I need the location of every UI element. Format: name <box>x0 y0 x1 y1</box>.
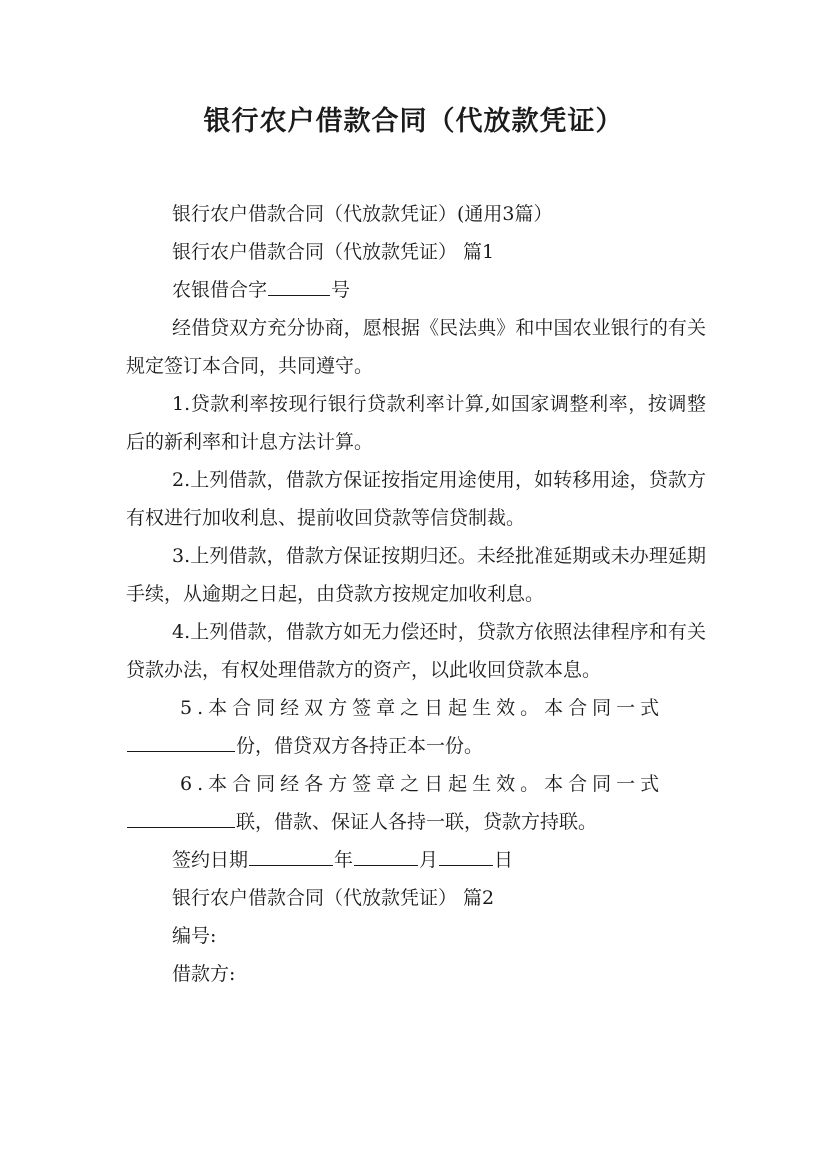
month-label: 月 <box>419 849 439 871</box>
part1-heading: 银行农户借款合同（代放款凭证） 篇1 <box>172 241 495 263</box>
part2-heading: 银行农户借款合同（代放款凭证） 篇2 <box>172 887 495 909</box>
clause-6 <box>126 765 706 841</box>
document-body <box>126 195 706 993</box>
contract-no-prefix: 农银借合字 <box>172 279 268 301</box>
clause-5-blank <box>127 733 235 752</box>
contract-no-suffix: 号 <box>331 279 351 301</box>
day-blank <box>439 847 493 866</box>
clause-6-blank <box>127 809 235 828</box>
day-label: 日 <box>494 849 514 871</box>
year-blank <box>249 847 333 866</box>
heading-general: 银行农户借款合同（代放款凭证）(通用3篇） <box>172 203 553 225</box>
clause-6-line2: 联，借款、保证人各持一联，贷款方持联。 <box>236 811 598 833</box>
intro-paragraph: 经借贷双方充分协商，愿根据《民法典》和中国农业银行的有关规定签订本合同，共同遵守。 <box>126 317 706 377</box>
borrower-label: 借款方: <box>172 963 236 985</box>
sign-date-line <box>126 841 706 879</box>
clause-1: 1.贷款利率按现行银行贷款利率计算,如国家调整利率，按调整后的新利率和计息方法计算。 <box>126 393 706 453</box>
clause-2: 2.上列借款，借款方保证按指定用途使用，如转移用途，贷款方有权进行加收利息、提前收回贷款等信贷制裁。 <box>126 469 706 529</box>
clause-5 <box>126 689 706 765</box>
contract-number-line <box>126 271 706 309</box>
number-label: 编号: <box>172 925 217 947</box>
clause-3: 3.上列借款，借款方保证按期归还。未经批准延期或未办理延期手续，从逾期之日起，由贷款方按规定加收利息。 <box>126 545 706 605</box>
document-title: 银行农户借款合同（代放款凭证） <box>203 106 624 137</box>
clause-6-line1: 6.本合同经各方签章之日起生效。本合同一式 <box>180 773 665 795</box>
month-blank <box>354 847 418 866</box>
clause-5-line1: 5.本合同经双方签章之日起生效。本合同一式 <box>180 697 665 719</box>
clause-5-line2: 份，借贷双方各持正本一份。 <box>236 735 484 757</box>
contract-no-blank <box>268 277 330 296</box>
sign-date-label: 签约日期 <box>172 849 249 871</box>
clause-4: 4.上列借款，借款方如无力偿还时，贷款方依照法律程序和有关贷款办法，有权处理借款方的资产，以此收回贷款本息。 <box>126 621 706 681</box>
year-label: 年 <box>334 849 354 871</box>
